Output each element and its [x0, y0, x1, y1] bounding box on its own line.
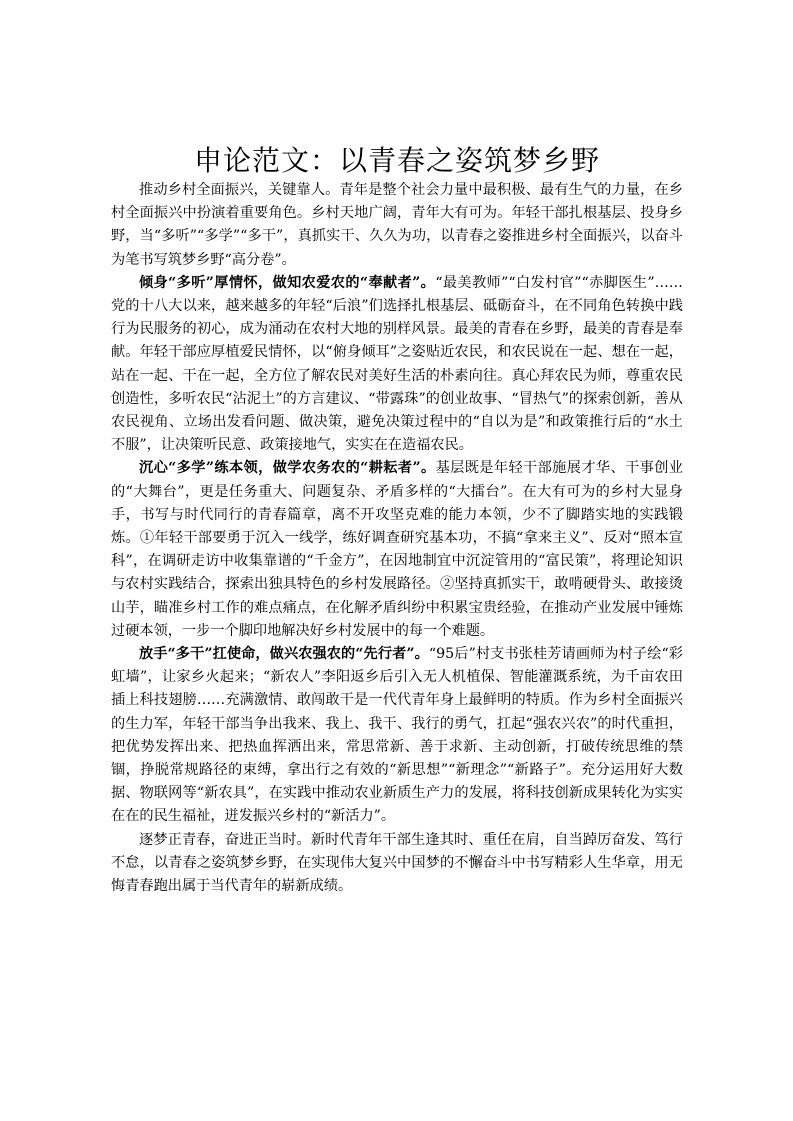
section-heading-learn: 沉心“多学”练本领，做学农务农的“耕耘者”。 — [139, 460, 436, 477]
section-body-act: “95后”村支书张桂芳请画师为村子绘“彩虹墙”，让家乡火起来；“新农人”李阳返乡后引入无人机植保、智能灌溉系统，为千亩农田插上科技翅膀……充满激情、敢闯敢干是一代代青年身上最鲜明的特质。作为乡村全面振兴的生力军，年轻干部当争出我来、我上、我干、我行的勇气，扛起“强农兴农”的时代重担，把优势发挥出来、把热血挥洒出来，常思常新、善于求新、主动创新，打破传统思维的禁锢，挣脱常规路径的束缚，拿出行之有效的“新思想”“新理念”“新路子”。充分运用好大数据、物联网等“新农具”，在实践中推动农业新质生产力的发展，将科技创新成果转化为实实在在的民生福祉，迸发振兴乡村的“新活力”。 — [111, 646, 683, 825]
section-heading-listen: 倾身“多听”厚情怀，做知农爱农的“奉献者”。 — [139, 274, 436, 291]
section-heading-act: 放手“多干”扛使命，做兴农强农的“先行者”。 — [139, 646, 429, 663]
document-title: 申论范文：以青春之姿筑梦乡野 — [193, 144, 600, 177]
section-paragraph-learn — [111, 457, 683, 643]
document-page — [111, 143, 683, 898]
conclusion-paragraph: 逐梦正青春，奋进正当时。新时代青年干部生逢其时、重任在肩，自当踔厉奋发、笃行不怠，以青春之姿筑梦乡野，在实现伟大复兴中国梦的不懈奋斗中书写精彩人生华章，用无悔青春跑出属于当代青年的崭新成绩。 — [111, 831, 683, 895]
section-body-listen: “最美教师”“白发村官”“赤脚医生”……党的十八大以来，越来越多的年轻“后浪”们选择扎根基层、砥砺奋斗，在不同角色转换中践行为民服务的初心，成为涌动在农村大地的别样风景。最美的青春在乡野，最美的青春是奉献。年轻干部应厚植爱民情怀，以“俯身倾耳”之姿贴近农民，和农民说在一起、想在一起，站在一起、干在一起，全方位了解农民对美好生活的朴素向往。真心拜农民为师，尊重农民创造性，多听农民“沾泥土”的方言建议、“带露珠”的创业故事、“冒热气”的探索创新，善从农民视角、立场出发看问题、做决策，避免决策过程中的“自以为是”和政策推行后的“水土不服”，让决策听民意、政策接地气，实实在在造福农民。 — [111, 274, 683, 454]
section-paragraph-listen — [111, 272, 683, 458]
intro-paragraph: 推动乡村全面振兴，关键靠人。青年是整个社会力量中最积极、最有生气的力量，在乡村全面振兴中扮演着重要角色。乡村天地广阔，青年大有可为。年轻干部扎根基层、投身乡野，当“多听”“多学”“多干”，真抓实干、久久为功，以青春之姿推进乡村全面振兴，以奋斗为笔书写筑梦乡野“高分卷”。 — [111, 182, 683, 268]
section-paragraph-act — [111, 643, 683, 829]
section-body-learn: 基层既是年轻干部施展才华、干事创业的“大舞台”，更是任务重大、问题复杂、矛盾多样的“大擂台”。在大有可为的乡村大显身手，书写与时代同行的青春篇章，离不开攻坚克难的能力本领，少不了脚踏实地的实践锻炼。①年轻干部要勇于沉入一线学，练好调查研究基本功，不搞“拿来主义”、反对“照本宣科”，在调研走访中收集靠谱的“千金方”，在因地制宜中沉淀管用的“富民策”，将理论知识与农村实践结合，探索出独具特色的乡村发展路径。②坚持真抓实干，敢啃硬骨头、敢接烫山芋，瞄准乡村工作的难点痛点，在化解矛盾纠纷中积累宝贵经验，在推动产业发展中锤炼过硬本领，一步一个脚印地解决好乡村发展中的每一个难题。 — [111, 460, 683, 639]
